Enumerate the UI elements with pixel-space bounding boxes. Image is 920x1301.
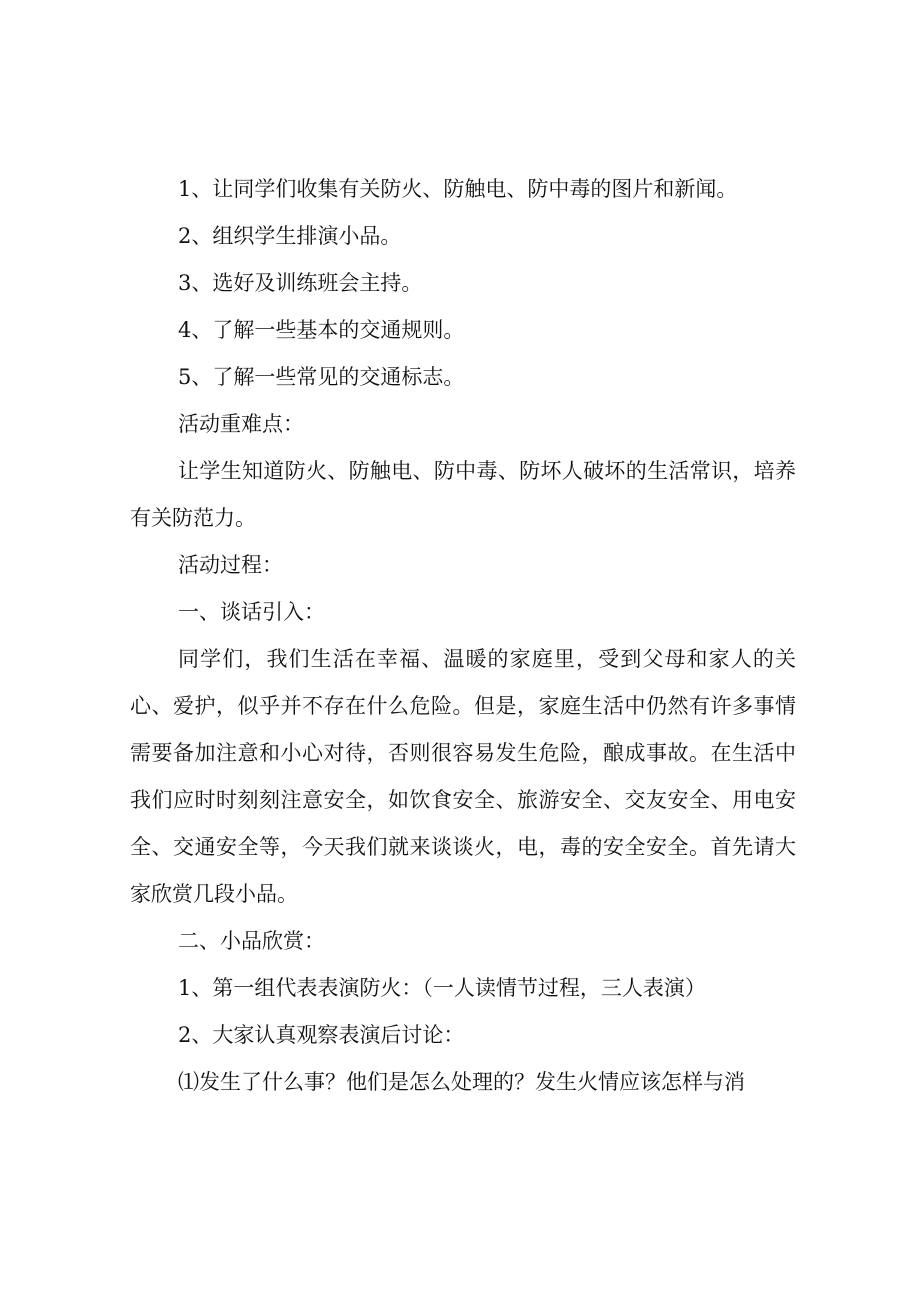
paragraph-intro: 同学们，我们生活在幸福、温暖的家庭里，受到父母和家人的关心、爱护，似乎并不存在什么危险。但是，家庭生活中仍然有许多事情需要备加注意和小心对待，否则很容易发生危险，酿成事故。在生活中我们应时时刻刻注意安全，如饮食安全、旅游安全、交友安全、用电安全、交通安全等，今天我们就来谈谈火，电，毒的安全安全。首先请大家欣赏几段小品。 — [130, 647, 796, 906]
heading-skit: 二、小品欣赏： — [178, 929, 325, 953]
paragraph-prep-3: 3、选好及训练班会主持。 — [178, 271, 423, 295]
paragraph-prep-5: 5、了解一些常见的交通标志。 — [178, 365, 465, 389]
paragraph-question-1: ⑴发生了什么事？他们是怎么处理的？发生火情应该怎样与消 — [178, 1070, 745, 1094]
heading-intro: 一、谈话引入： — [178, 600, 325, 624]
paragraph-skit-2: 2、大家认真观察表演后讨论： — [178, 1023, 465, 1047]
paragraph-prep-1: 1、让同学们收集有关防火、防触电、防中毒的图片和新闻。 — [178, 177, 738, 201]
heading-key-points: 活动重难点： — [178, 412, 304, 436]
document-body — [130, 166, 796, 1106]
heading-activity-process: 活动过程： — [178, 553, 283, 577]
paragraph-skit-1: 1、第一组代表表演防火：（一人读情节过程，三人表演） — [178, 976, 706, 1000]
paragraph-prep-2: 2、组织学生排演小品。 — [178, 224, 402, 248]
paragraph-prep-4: 4、了解一些基本的交通规则。 — [178, 318, 465, 342]
paragraph-key-points: 让学生知道防火、防触电、防中毒、防坏人破坏的生活常识，培养有关防范力。 — [130, 459, 796, 530]
